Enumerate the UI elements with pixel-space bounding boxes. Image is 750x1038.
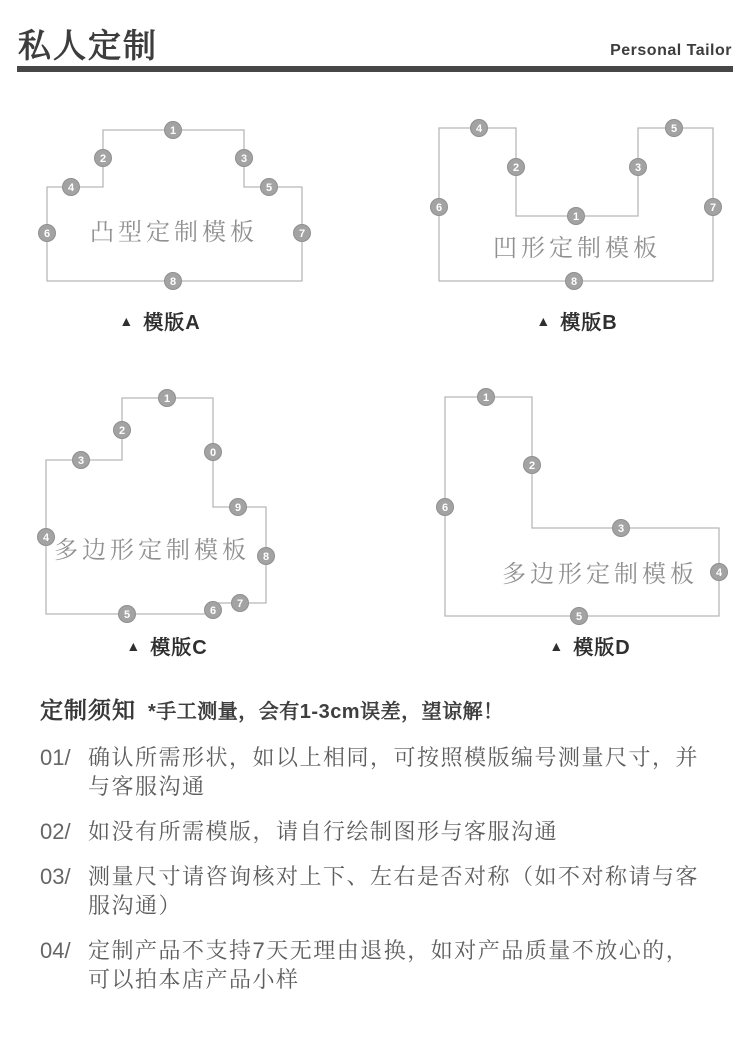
measure-point-number: 3 [617,523,625,535]
notice-disclaimer: *手工测量，会有1-3cm误差，望谅解！ [148,701,504,723]
notice-item-number: 01/ [40,745,71,770]
notice-item-number: 03/ [40,864,71,889]
measure-point-number: 4 [67,182,75,194]
notice-item-text: 测量尺寸请咨询核对上下、左右是否对称（如不对称请与客服沟通） [88,864,700,918]
measure-point-number: 5 [575,611,583,623]
notice-item-number: 02/ [40,819,71,844]
measure-point-number: 6 [209,605,217,617]
template-模版D [437,389,728,625]
template-a-caption-label: 模版A [143,312,201,334]
measure-point-number: 4 [475,123,483,135]
custom-notice-section [40,692,703,1010]
measure-point-number: 2 [99,153,107,165]
notice-item-text: 定制产品不支持7天无理由退换，如对产品质量不放心的，可以拍本店产品小样 [88,938,690,992]
notice-item-number: 04/ [40,938,71,963]
template-模版B [431,120,722,290]
template-outline [47,130,302,281]
page-subtitle: Personal Tailor [610,42,732,59]
measure-point-number: 7 [298,228,306,240]
measure-point-number: 3 [634,162,642,174]
notice-item-4 [40,936,703,994]
measure-point-number: 5 [265,182,273,194]
template-c-caption-label: 模版C [150,637,208,659]
notice-item-2 [40,817,703,846]
template-b-caption-label: 模版B [560,312,618,334]
template-shape-name: 多边形定制模板 [54,537,250,564]
measure-point-number: 8 [570,276,578,288]
notice-item-text: 确认所需形状，如以上相同，可按照模版编号测量尺寸，并与客服沟通 [88,745,700,799]
template-d-caption [549,631,630,660]
measure-point-number: 6 [43,228,51,240]
template-b-caption [536,306,617,335]
measure-point-number: 4 [715,567,723,579]
template-shape-name: 凹形定制模板 [493,235,661,262]
measure-point-number: 2 [118,425,126,437]
measure-point-number: 7 [236,598,244,610]
template-c-caption [126,631,207,660]
measure-point-number: 8 [169,276,177,288]
measure-point-number: 9 [234,502,242,514]
measure-point-number: 5 [670,123,678,135]
triangle-marker-icon: ▲ [126,637,142,654]
measure-point-number: 0 [209,447,217,459]
measure-point-number: 1 [163,393,171,405]
measure-point-number: 2 [528,460,536,472]
template-a-caption [119,306,200,335]
measure-point-number: 7 [709,202,717,214]
page-title: 私人定制 [18,27,158,64]
notice-item-1 [40,743,703,801]
measure-point-number: 8 [262,551,270,563]
notice-item-3 [40,862,703,920]
notice-heading-row [40,692,703,725]
template-shape-name: 多边形定制模板 [502,561,698,588]
triangle-marker-icon: ▲ [119,312,135,329]
notice-item-text: 如没有所需模版，请自行绘制图形与客服沟通 [88,819,559,844]
measure-point-number: 3 [240,153,248,165]
measure-point-number: 2 [512,162,520,174]
measure-point-number: 4 [42,532,50,544]
measure-point-number: 3 [77,455,85,467]
triangle-marker-icon: ▲ [549,637,565,654]
template-模版C [38,390,275,623]
measure-point-number: 1 [572,211,580,223]
notice-heading: 定制须知 [40,697,136,723]
triangle-marker-icon: ▲ [536,312,552,329]
measure-point-number: 6 [441,502,449,514]
template-d-caption-label: 模版D [573,637,631,659]
template-模版A [39,122,311,290]
measure-point-number: 1 [482,392,490,404]
measure-point-number: 5 [123,609,131,621]
measure-point-number: 1 [169,125,177,137]
template-shape-name: 凸型定制模板 [90,219,258,246]
measure-point-number: 6 [435,202,443,214]
